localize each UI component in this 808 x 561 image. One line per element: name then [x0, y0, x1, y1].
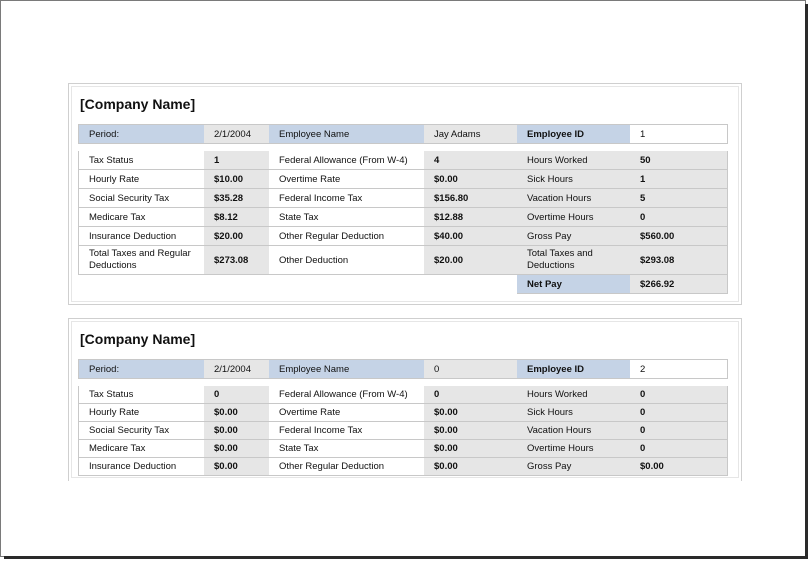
detail-value: 0 [424, 386, 517, 404]
detail-value: 1 [204, 151, 269, 170]
detail-value: $156.80 [424, 189, 517, 208]
detail-value: $12.88 [424, 208, 517, 227]
detail-label: Hours Worked [517, 386, 630, 404]
detail-value: $293.08 [630, 246, 728, 275]
stub-header-row [79, 125, 728, 144]
stub-header-table [78, 124, 728, 144]
detail-label: Sick Hours [517, 404, 630, 422]
detail-value: $0.00 [204, 440, 269, 458]
detail-value: $560.00 [630, 227, 728, 246]
detail-label: Overtime Rate [269, 404, 424, 422]
detail-label: Hours Worked [517, 151, 630, 170]
detail-value: 0 [630, 404, 728, 422]
stub-header-table [78, 359, 728, 379]
table-row [79, 386, 728, 404]
detail-value: $0.00 [630, 458, 728, 476]
period-label: Period: [79, 360, 205, 379]
detail-label: Federal Allowance (From W-4) [269, 386, 424, 404]
stub-detail-table [78, 151, 728, 294]
stub-header-row [79, 360, 728, 379]
detail-value: 50 [630, 151, 728, 170]
detail-label: Tax Status [79, 151, 205, 170]
period-value: 2/1/2004 [204, 125, 269, 144]
detail-label: Other Regular Deduction [269, 227, 424, 246]
detail-value: $0.00 [204, 404, 269, 422]
detail-value: $0.00 [424, 422, 517, 440]
detail-label: Social Security Tax [79, 189, 205, 208]
detail-value: 5 [630, 189, 728, 208]
table-row [79, 227, 728, 246]
employee-id-value: 2 [630, 360, 728, 379]
stub-detail-table [78, 386, 728, 476]
detail-value: $8.12 [204, 208, 269, 227]
detail-value: $20.00 [204, 227, 269, 246]
table-row [79, 189, 728, 208]
period-value: 2/1/2004 [204, 360, 269, 379]
table-row [79, 440, 728, 458]
detail-label: Gross Pay [517, 227, 630, 246]
page-shadow-bottom [4, 556, 808, 559]
detail-value: $0.00 [204, 458, 269, 476]
employee-name-label: Employee Name [269, 125, 424, 144]
detail-label: Insurance Deduction [79, 227, 205, 246]
detail-label: Medicare Tax [79, 440, 205, 458]
table-row [79, 208, 728, 227]
pay-stub-1 [68, 83, 742, 305]
table-row [79, 246, 728, 275]
detail-label: State Tax [269, 440, 424, 458]
detail-label: Overtime Hours [517, 440, 630, 458]
detail-value: 0 [204, 386, 269, 404]
detail-value: $0.00 [204, 422, 269, 440]
detail-value: $40.00 [424, 227, 517, 246]
detail-label: Medicare Tax [79, 208, 205, 227]
employee-name-label: Employee Name [269, 360, 424, 379]
detail-label: Federal Income Tax [269, 189, 424, 208]
detail-value: $35.28 [204, 189, 269, 208]
detail-label: Total Taxes and Regular Deductions [79, 246, 205, 275]
detail-label: Social Security Tax [79, 422, 205, 440]
employee-id-label: Employee ID [517, 360, 630, 379]
detail-value: $0.00 [424, 440, 517, 458]
detail-label: Overtime Rate [269, 170, 424, 189]
detail-value: $273.08 [204, 246, 269, 275]
detail-label: Total Taxes and Deductions [517, 246, 630, 275]
table-row [79, 151, 728, 170]
detail-value: 1 [630, 170, 728, 189]
detail-value: $0.00 [424, 170, 517, 189]
detail-label: Overtime Hours [517, 208, 630, 227]
employee-id-value: 1 [630, 125, 728, 144]
detail-label: Gross Pay [517, 458, 630, 476]
detail-label: Federal Allowance (From W-4) [269, 151, 424, 170]
detail-label: Insurance Deduction [79, 458, 205, 476]
pay-stub-2 [68, 318, 742, 481]
detail-value: $0.00 [424, 458, 517, 476]
employee-name-value: Jay Adams [424, 125, 517, 144]
net-pay-label: Net Pay [517, 275, 630, 294]
detail-label: Vacation Hours [517, 422, 630, 440]
detail-label: Tax Status [79, 386, 205, 404]
detail-label: Hourly Rate [79, 170, 205, 189]
detail-value: 0 [630, 208, 728, 227]
net-pay-value: $266.92 [630, 275, 728, 294]
table-row [79, 404, 728, 422]
detail-value: 4 [424, 151, 517, 170]
employee-name-value: 0 [424, 360, 517, 379]
net-pay-row [79, 275, 728, 294]
company-name: [Company Name] [80, 331, 196, 347]
period-label: Period: [79, 125, 205, 144]
detail-value: 0 [630, 440, 728, 458]
detail-label: Sick Hours [517, 170, 630, 189]
detail-label: State Tax [269, 208, 424, 227]
employee-id-label: Employee ID [517, 125, 630, 144]
detail-value: $20.00 [424, 246, 517, 275]
table-row [79, 170, 728, 189]
detail-value: $10.00 [204, 170, 269, 189]
detail-value: $0.00 [424, 404, 517, 422]
detail-label: Other Regular Deduction [269, 458, 424, 476]
detail-label: Federal Income Tax [269, 422, 424, 440]
table-row [79, 458, 728, 476]
detail-label: Vacation Hours [517, 189, 630, 208]
detail-label: Hourly Rate [79, 404, 205, 422]
detail-value: 0 [630, 386, 728, 404]
company-name: [Company Name] [80, 96, 196, 112]
detail-value: 0 [630, 422, 728, 440]
table-row [79, 422, 728, 440]
detail-label: Other Deduction [269, 246, 424, 275]
